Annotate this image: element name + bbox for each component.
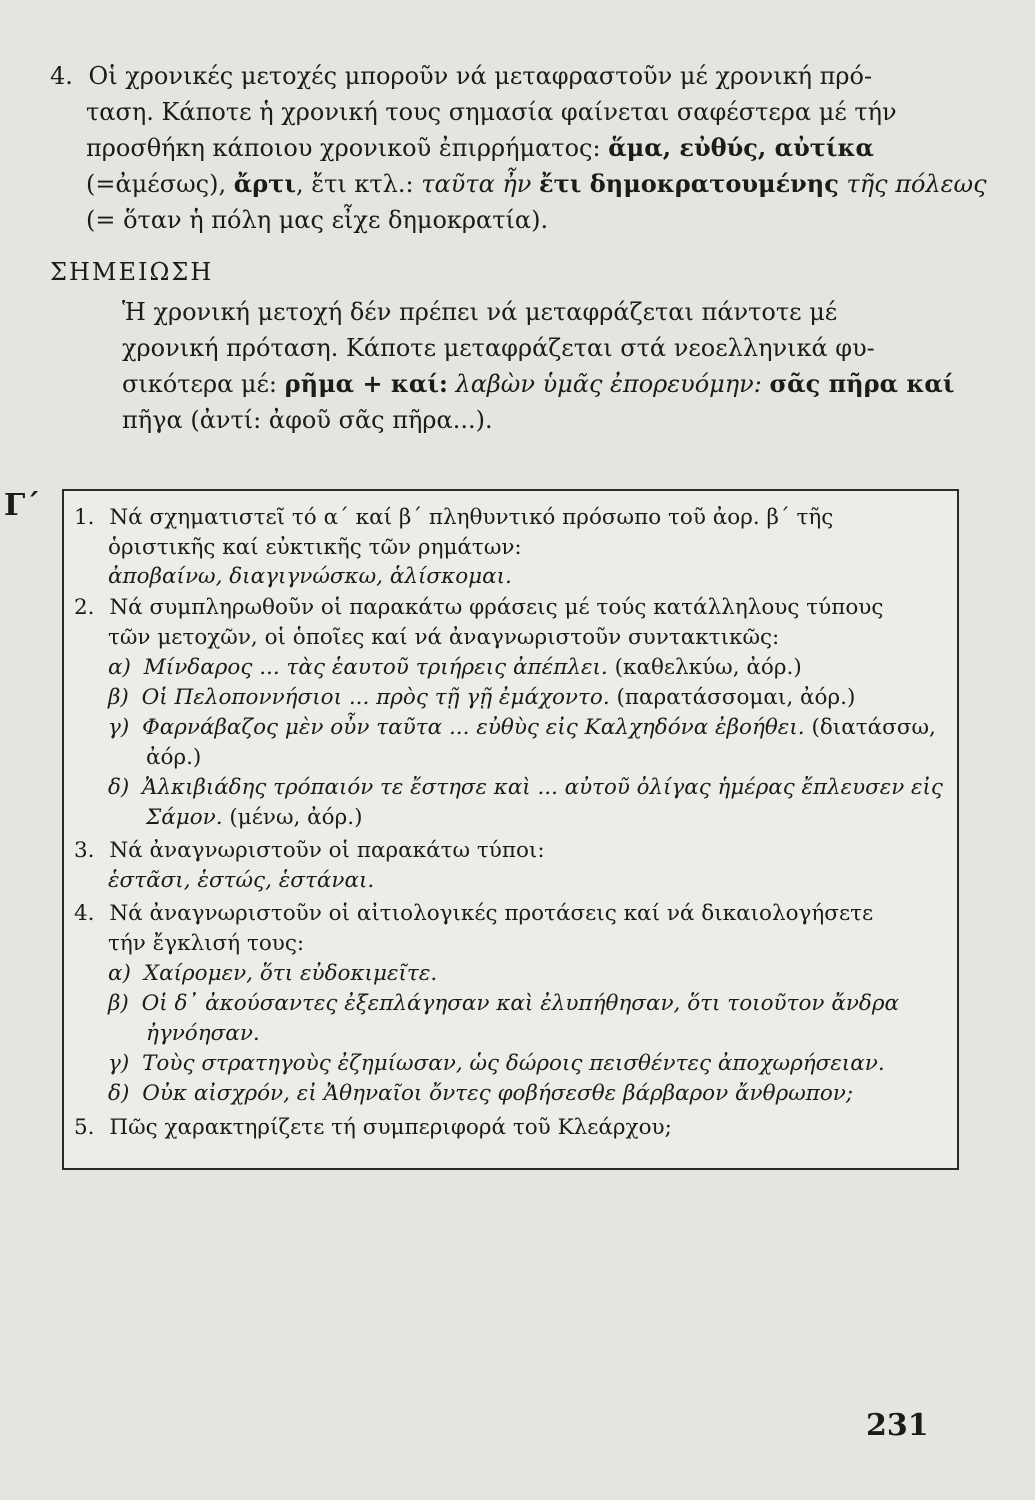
- q4-item-d: δ) Οὐκ αἰσχρόν, εἰ Ἀθηναῖοι ὄντες φοβήσεσθε βάρβαρον ἄνθρωπον;: [108, 1081, 854, 1106]
- section-letter: Γ΄: [4, 488, 41, 523]
- note-line-2: χρονική πρόταση. Κάποτε μεταφράζεται στά νεοελληνικά φυ-: [122, 334, 875, 362]
- q2-line-1: 2. Νά συμπληρωθοῦν οἱ παρακάτω φράσεις μέ τούς κατάλληλους τύπους: [74, 595, 884, 620]
- q4-item-b: β) Οἱ δ᾿ ἀκούσαντες ἐξεπλάγησαν καὶ ἐλυπήθησαν, ὅτι τοιοῦτον ἄνδρα: [108, 991, 900, 1016]
- q2-item-a: α) Μίνδαρος ... τὰς ἑαυτοῦ τριήρεις ἀπέπλει. (καθελκύω, ἀόρ.): [108, 655, 802, 680]
- item-4-number: 4.: [50, 62, 73, 90]
- item-4-line-3: προσθήκη κάποιου χρονικοῦ ἐπιρρήματος: ἅμα, εὐθύς, αὐτίκα: [86, 133, 874, 162]
- q4-line-2: τήν ἔγκλισή τους:: [108, 931, 305, 956]
- q2-line-2: τῶν μετοχῶν, οἱ ὁποῖες καί νά ἀναγνωριστοῦν συντακτικῶς:: [108, 625, 780, 650]
- q5-line-1: 5. Πῶς χαρακτηρίζετε τή συμπεριφορά τοῦ Κλεάρχου;: [74, 1115, 672, 1140]
- q1-line-2: ὁριστικῆς καί εὐκτικῆς τῶν ρημάτων:: [108, 535, 522, 560]
- note-line-4: πῆγα (ἀντί: ἀφοῦ σᾶς πῆρα...).: [122, 406, 493, 434]
- item-4-line-2: ταση. Κάποτε ἡ χρονική τους σημασία φαίνεται σαφέστερα μέ τήν: [86, 98, 897, 126]
- q2-item-c: γ) Φαρνάβαζος μὲν οὖν ταῦτα ... εὐθὺς εἰς Καλχηδόνα ἐβοήθει. (διατάσσω,: [108, 715, 936, 740]
- q2-item-c-cont: ἀόρ.): [146, 745, 202, 770]
- q1-number: 1.: [74, 505, 95, 530]
- note-line-1: Ἡ χρονική μετοχή δέν πρέπει νά μεταφράζεται πάντοτε μέ: [122, 298, 838, 326]
- q5-number: 5.: [74, 1115, 95, 1140]
- q4-item-c: γ) Τοὺς στρατηγοὺς ἐζημίωσαν, ὡς δώροις πεισθέντες ἀποχωρήσειαν.: [108, 1051, 885, 1076]
- q4-number: 4.: [74, 901, 95, 926]
- q3-number: 3.: [74, 838, 95, 863]
- note-line-3: σικότερα μέ: ρῆμα + καί: λαβὼν ὑμᾶς ἐπορευόμην: σᾶς πῆρα καί: [122, 369, 955, 398]
- item-4-line-4: (=ἀμέσως), ἄρτι, ἔτι κτλ.: ταῦτα ἦν ἔτι δημοκρατουμένης τῆς πόλεως: [86, 169, 987, 198]
- q1-line-3: ἀποβαίνω, διαγιγνώσκω, ἁλίσκομαι.: [108, 564, 512, 589]
- q4-item-a: α) Χαίρομεν, ὅτι εὐδοκιμεῖτε.: [108, 961, 438, 986]
- note-heading: ΣΗΜΕΙΩΣΗ: [50, 258, 214, 286]
- q4-line-1: 4. Νά ἀναγνωριστοῦν οἱ αἰτιολογικές προτάσεις καί νά δικαιολογήσετε: [74, 901, 874, 926]
- q3-line-2: ἑστᾶσι, ἑστώς, ἑστάναι.: [108, 868, 375, 893]
- item-4-line-5: (= ὅταν ἡ πόλη μας εἶχε δημοκρατία).: [86, 206, 549, 234]
- q1-line-1: 1. Νά σχηματιστεῖ τό α΄ καί β΄ πληθυντικό πρόσωπο τοῦ ἀορ. β΄ τῆς: [74, 505, 834, 530]
- item-4-line-1: 4. Οἱ χρονικές μετοχές μποροῦν νά μεταφραστοῦν μέ χρονική πρό-: [50, 62, 873, 90]
- q2-number: 2.: [74, 595, 95, 620]
- q4-item-b-cont: ἠγνόησαν.: [146, 1021, 260, 1046]
- q2-item-b: β) Οἱ Πελοποννήσιοι ... πρὸς τῇ γῇ ἐμάχοντο. (παρατάσσομαι, ἀόρ.): [108, 685, 856, 710]
- q3-line-1: 3. Νά ἀναγνωριστοῦν οἱ παρακάτω τύποι:: [74, 838, 545, 863]
- q2-item-d: δ) Ἀλκιβιάδης τρόπαιόν τε ἔστησε καὶ ... αὐτοῦ ὀλίγας ἡμέρας ἔπλευσεν εἰς: [108, 775, 943, 800]
- exercises-box: [62, 489, 959, 1170]
- q2-item-d-cont: Σάμον. (μένω, ἀόρ.): [146, 805, 363, 830]
- page-number: 231: [866, 1408, 929, 1443]
